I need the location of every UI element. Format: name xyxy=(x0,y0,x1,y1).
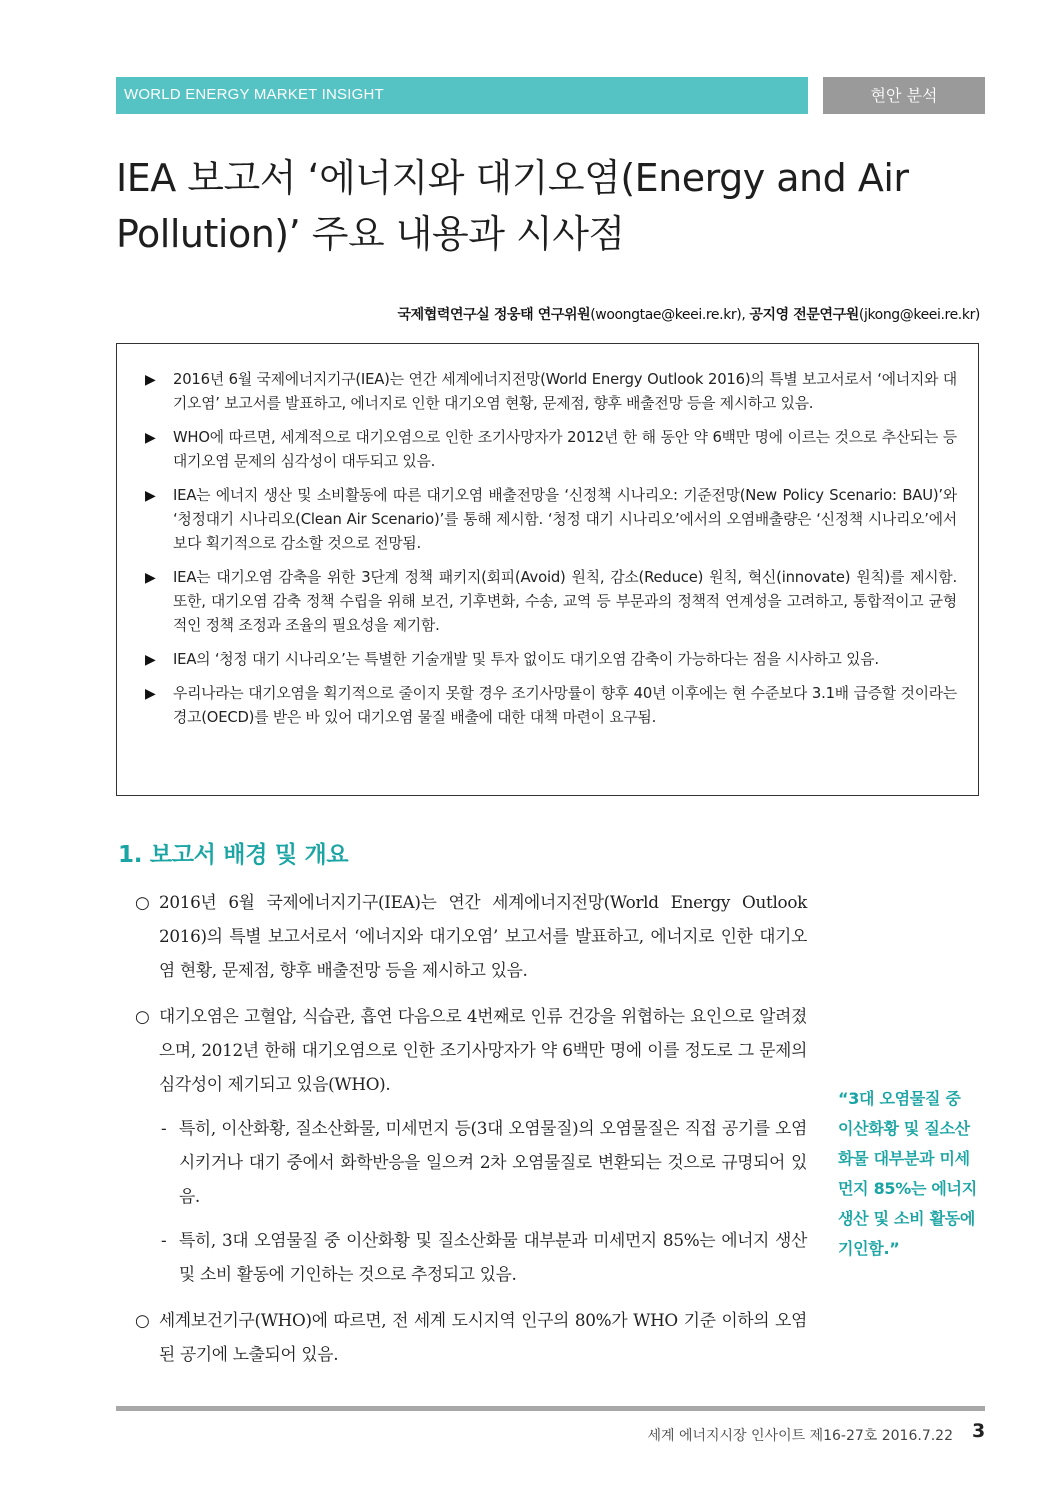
author1-email: (woongtae@keei.re.kr), xyxy=(590,307,750,323)
section-heading: 1. 보고서 배경 및 개요 xyxy=(118,842,349,868)
summary-item xyxy=(145,426,957,474)
summary-text: IEA는 에너지 생산 및 소비활동에 따른 대기오염 배출전망을 ‘신정책 시나리오: 기준전망(New Policy Scenario: BAU)’와 ‘청정대기 시나리오(Clean Air Scenario)’를 통해 제시함. ‘청정 대기 시나리오’에서의 오염배출량은 ‘신정책 시나리오’에서보다 획기적으로 감소할 것으로 전망됨. xyxy=(173,487,957,552)
paragraph-text: 2016년 6월 국제에너지기구(IEA)는 연간 세계에너지전망(World Energy Outlook 2016)의 특별 보고서로서 ‘에너지와 대기오염’ 보고서를 발표하고, 에너지로 인한 대기오염 현황, 문제점, 향후 배출전망 등을 제시하고 있음. xyxy=(159,892,807,980)
footer-publication: 세계 에너지시장 인사이트 제16-27호 2016.7.22 xyxy=(647,1428,953,1444)
bullet-triangle-icon: ▶ xyxy=(145,570,156,586)
sub-paragraph xyxy=(135,1111,807,1213)
summary-item xyxy=(145,566,957,638)
summary-item xyxy=(145,682,957,730)
body-paragraph xyxy=(135,885,807,987)
series-title: WORLD ENERGY MARKET INSIGHT xyxy=(124,86,384,103)
sub-paragraph-text: 특히, 이산화황, 질소산화물, 미세먼지 등(3대 오염물질)의 오염물질은 직접 공기를 오염시키거나 대기 중에서 화학반응을 일으켜 2차 오염물질로 변환되는 것으로 규명되어 있음. xyxy=(179,1118,807,1206)
page-number: 3 xyxy=(972,1420,986,1442)
body-paragraph xyxy=(135,1303,807,1371)
summary-text: IEA는 대기오염 감축을 위한 3단계 정책 패키지(회피(Avoid) 원칙, 감소(Reduce) 원칙, 혁신(innovate) 원칙)를 제시함. 또한, 대기오염 감축 정책 수립을 위해 보건, 기후변화, 수송, 교역 등 부문과의 정책적 연계성을 고려하고, 통합적이고 균형적인 정책 조정과 조율의 필요성을 제기함. xyxy=(173,569,957,634)
dash-bullet-icon: - xyxy=(161,1118,167,1138)
author2-email: (jkong@keei.re.kr) xyxy=(858,307,980,323)
article-title: IEA 보고서 ‘에너지와 대기오염(Energy and Air Pollution)’ 주요 내용과 시사점 xyxy=(116,156,909,256)
footer-divider xyxy=(116,1406,985,1411)
author-line xyxy=(398,304,980,324)
section-body xyxy=(135,885,807,1383)
bullet-triangle-icon: ▶ xyxy=(145,488,156,504)
circle-bullet-icon: ○ xyxy=(135,892,150,912)
summary-item xyxy=(145,484,957,556)
sub-paragraph xyxy=(135,1223,807,1291)
dash-bullet-icon: - xyxy=(161,1230,167,1250)
summary-text: 우리나라는 대기오염을 획기적으로 줄이지 못할 경우 조기사망률이 향후 40년 이후에는 현 수준보다 3.1배 급증할 것이라는 경고(OECD)를 받은 바 있어 대기오염 물질 배출에 대한 대책 마련이 요구됨. xyxy=(173,685,957,726)
summary-text: IEA의 ‘청정 대기 시나리오’는 특별한 기술개발 및 투자 없이도 대기오염 감축이 가능하다는 점을 시사하고 있음. xyxy=(173,651,879,668)
bullet-triangle-icon: ▶ xyxy=(145,430,156,446)
summary-item xyxy=(145,368,957,416)
author2-name: 공지영 전문연구원 xyxy=(749,307,859,323)
summary-item xyxy=(145,648,957,672)
header-bar xyxy=(116,77,808,114)
category-tag: 현안 분석 xyxy=(823,77,985,114)
circle-bullet-icon: ○ xyxy=(135,1006,150,1026)
summary-list xyxy=(145,368,957,740)
circle-bullet-icon: ○ xyxy=(135,1310,150,1330)
summary-text: 2016년 6월 국제에너지기구(IEA)는 연간 세계에너지전망(World Energy Outlook 2016)의 특별 보고서로서 ‘에너지와 대기오염’ 보고서를 발표하고, 에너지로 인한 대기오염 현황, 문제점, 향후 배출전망 등을 제시하고 있음. xyxy=(173,371,957,412)
paragraph-text: 세계보건기구(WHO)에 따르면, 전 세계 도시지역 인구의 80%가 WHO 기준 이하의 오염된 공기에 노출되어 있음. xyxy=(159,1310,807,1364)
bullet-triangle-icon: ▶ xyxy=(145,372,156,388)
bullet-triangle-icon: ▶ xyxy=(145,652,156,668)
summary-box xyxy=(116,343,979,796)
paragraph-text: 대기오염은 고혈압, 식습관, 흡연 다음으로 4번째로 인류 건강을 위협하는 요인으로 알려졌으며, 2012년 한해 대기오염으로 인한 조기사망자가 약 6백만 명에 이를 정도로 그 문제의 심각성이 제기되고 있음(WHO). xyxy=(159,1006,807,1094)
sub-paragraph-text: 특히, 3대 오염물질 중 이산화황 및 질소산화물 대부분과 미세먼지 85%는 에너지 생산 및 소비 활동에 기인하는 것으로 추정되고 있음. xyxy=(179,1230,807,1284)
pull-quote: “3대 오염물질 중 이산화황 및 질소산화물 대부분과 미세먼지 85%는 에너지 생산 및 소비 활동에 기인함.” xyxy=(838,1089,977,1258)
summary-text: WHO에 따르면, 세계적으로 대기오염으로 인한 조기사망자가 2012년 한 해 동안 약 6백만 명에 이르는 것으로 추산되는 등 대기오염 문제의 심각성이 대두되고 있음. xyxy=(173,429,957,470)
bullet-triangle-icon: ▶ xyxy=(145,686,156,702)
body-paragraph xyxy=(135,999,807,1101)
author1-name: 국제협력연구실 정웅태 연구위원 xyxy=(397,307,591,323)
